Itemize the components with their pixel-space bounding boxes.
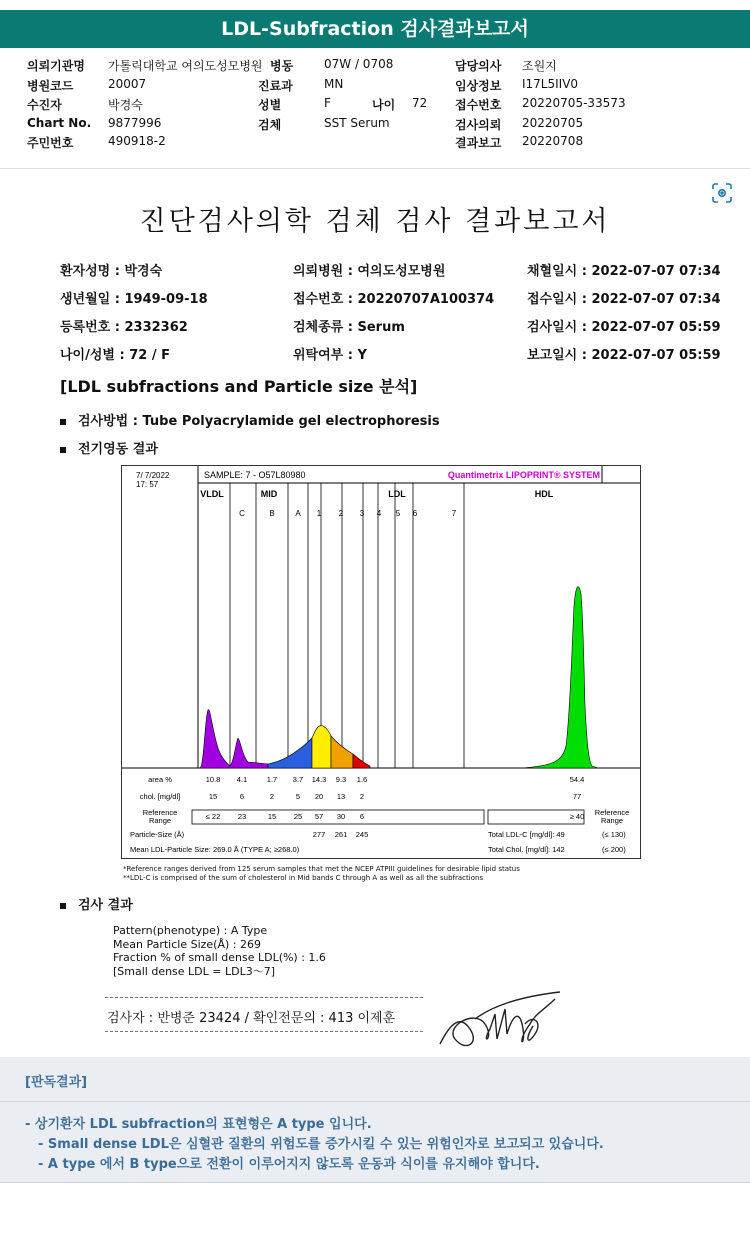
chart-time: 17: 57 [136, 480, 159, 489]
doc-title: 진단검사의학 검체 검사 결과보고서 [139, 206, 611, 237]
info-value: 20007 [108, 77, 147, 91]
total-ldl-ref: (≤ 130) [602, 830, 626, 839]
patient-field: 보고일시 : 2022-07-07 05:59 [527, 348, 721, 363]
band-label: B [269, 509, 275, 518]
chart-date: 7/ 7/2022 [136, 471, 170, 480]
info-label: 접수번호 [455, 98, 502, 112]
result-line: [Small dense LDL = LDL3～7] [113, 964, 276, 978]
info-value: SST Serum [324, 116, 390, 130]
chol-value: 6 [239, 792, 245, 801]
info-value: 박경숙 [108, 98, 143, 112]
method-bullet [60, 410, 440, 429]
band-label: 2 [338, 509, 344, 518]
lipoprint-chart [121, 465, 641, 859]
chol-value: 20 [314, 792, 324, 801]
group-label: LDL [388, 489, 406, 499]
method-text: 검사방법 : Tube Polyacrylamide gel electrophoresis [78, 414, 440, 429]
area-value: 14.3 [311, 775, 327, 784]
ref-value: ≥ 40 [569, 812, 585, 821]
mid-peak [268, 738, 312, 768]
ref-value: 57 [314, 812, 324, 821]
patient-field: 검사일시 : 2022-07-07 05:59 [527, 320, 721, 335]
ref-value: 25 [293, 812, 303, 821]
signature-line: 검사자 : 반병준 23424 / 확인전문의 : 413 이제훈 [107, 1011, 396, 1026]
chol-value: 2 [269, 792, 275, 801]
info-value: F [324, 96, 331, 110]
info-label: 검사의뢰 [455, 118, 502, 132]
info-value: 가톨릭대학교 여의도성모병원 [108, 59, 263, 73]
info-value: 07W / 0708 [324, 57, 394, 71]
ref-label-right: Range [600, 816, 624, 825]
interpretation-line: - A type 에서 B type으로 전환이 이루어지지 않도록 운동과 식이를 유지해야 합니다. [38, 1157, 540, 1172]
chart-footnotes [123, 865, 520, 883]
result-lines [113, 924, 326, 978]
particle-size-value: 261 [334, 830, 348, 839]
interpretation-line: - 상기환자 LDL subfraction의 표현형은 A type 입니다. [25, 1117, 372, 1132]
footnote-line: **LDL-C is comprised of the sum of cholesterol in Mid bands C through A as well as all the subfractions [123, 874, 484, 882]
info-value: 72 [412, 96, 428, 110]
patient-field: 등록번호 : 2332362 [60, 320, 188, 335]
info-label: 담당의사 [455, 59, 502, 73]
vldl-peak [200, 710, 268, 768]
chart-brand: Quantimetrix LIPOPRINT® SYSTEM [447, 470, 600, 480]
chol-value: 2 [359, 792, 365, 801]
info-value: 20220705 [522, 116, 584, 130]
ldl1-peak [312, 726, 331, 769]
report-title: LDL-Subfraction 검사결과보고서 [221, 18, 529, 40]
band-label: A [295, 509, 301, 518]
chol-value: 5 [295, 792, 301, 801]
ref-value: 23 [237, 812, 247, 821]
row-label: Reference [142, 808, 178, 817]
patient-field: 환자성명 : 박경숙 [60, 264, 163, 279]
area-value: 54.4 [569, 775, 585, 784]
band-label: 3 [359, 509, 365, 518]
patient-field: 접수번호 : 20220707A100374 [293, 292, 495, 307]
chol-value: 13 [336, 792, 346, 801]
info-value: 490918-2 [108, 134, 166, 148]
ref-value: ≤ 22 [205, 812, 221, 821]
patient-field: 위탁여부 : Y [293, 348, 367, 363]
request-info [0, 55, 750, 155]
particle-size-value: 277 [312, 830, 326, 839]
info-label: 진료과 [258, 79, 293, 93]
info-label: 검체 [258, 118, 282, 132]
divider [105, 997, 423, 998]
section-title: [LDL subfractions and Particle size 분석] [60, 377, 418, 396]
patient-field: 접수일시 : 2022-07-07 07:34 [527, 292, 721, 307]
total-chol-ref: (≤ 200) [602, 845, 626, 854]
ref-value: 15 [267, 812, 277, 821]
area-value: 10.8 [205, 775, 221, 784]
info-value: I17L5IIV0 [522, 77, 579, 91]
info-label: 의뢰기관명 [27, 59, 85, 73]
ref-value: 30 [336, 812, 346, 821]
info-value: 20220705-33573 [522, 96, 626, 110]
info-label: Chart No. [27, 116, 92, 130]
result-line: Pattern(phenotype) : A Type [113, 924, 268, 937]
band-label: 7 [451, 509, 457, 518]
result-line: Fraction % of small dense LDL(%) : 1.6 [113, 951, 326, 964]
row-label: chol. [mg/dl] [139, 792, 181, 801]
result-heading: 검사 결과 [78, 898, 133, 913]
info-label: 임상정보 [455, 79, 502, 93]
report-header [0, 10, 750, 48]
ldl3-peak [353, 754, 370, 768]
report-image [0, 168, 750, 1058]
interpretation-line: - Small dense LDL은 심혈관 질환의 위험도를 증가시킬 수 있는 위험인자로 보고되고 있습니다. [38, 1137, 604, 1152]
total-chol: Total Chol. [mg/dl]: 142 [488, 845, 565, 854]
ref-label-right: Reference [594, 808, 630, 817]
chart-sample: SAMPLE: 7 - O57L80980 [204, 470, 306, 480]
info-label: 병원코드 [27, 79, 74, 93]
patient-field: 채혈일시 : 2022-07-07 07:34 [527, 264, 721, 279]
info-label: 주민번호 [27, 136, 74, 150]
group-label: MID [260, 489, 278, 499]
divider [105, 1031, 423, 1032]
row-label: Range [148, 816, 172, 825]
area-value: 3.7 [292, 775, 304, 784]
info-label: 병동 [270, 59, 294, 73]
total-ldl: Total LDL-C [mg/dl]: 49 [488, 830, 565, 839]
band-label: 1 [316, 509, 322, 518]
chol-value: 15 [208, 792, 218, 801]
footnote-line: *Reference ranges derived from 125 serum samples that met the NCEP ATPIII guidelines for desirable lipid status [123, 865, 520, 873]
mean-size-label: Mean LDL-Particle Size: 269.0 Å (TYPE A; ≥268.0) [130, 845, 300, 854]
interpretation-heading: [판독결과] [25, 1075, 88, 1090]
ref-value: 6 [359, 812, 365, 821]
electro-bullet [60, 438, 158, 457]
result-bullet [60, 894, 133, 913]
band-label: C [239, 509, 245, 518]
area-value: 9.3 [335, 775, 347, 784]
chol-value: 77 [572, 792, 582, 801]
info-label: 결과보고 [455, 136, 502, 150]
interpretation-header [0, 1057, 750, 1102]
row-label: Particle-Size (Å) [130, 830, 185, 839]
area-value: 4.1 [236, 775, 248, 784]
band-label: 6 [412, 509, 418, 518]
area-value: 1.7 [266, 775, 278, 784]
area-value: 1.6 [356, 775, 368, 784]
patient-field: 생년월일 : 1949-09-18 [60, 292, 208, 307]
patient-field: 나이/성별 : 72 / F [60, 348, 171, 363]
interpretation-panel [0, 1057, 750, 1183]
info-label: 수진자 [27, 98, 62, 112]
signature-image [435, 984, 565, 1054]
particle-size-value: 245 [355, 830, 369, 839]
info-label: 나이 [372, 98, 396, 112]
electro-heading: 전기영동 결과 [78, 442, 158, 457]
info-value: 9877996 [108, 116, 162, 130]
band-label: 5 [395, 509, 401, 518]
hdl-peak [522, 587, 598, 768]
band-label: 4 [376, 509, 382, 518]
info-value: MN [324, 77, 344, 91]
patient-field: 의뢰병원 : 여의도성모병원 [293, 264, 446, 279]
info-value: 조원지 [522, 59, 557, 73]
group-label: HDL [534, 489, 554, 499]
info-label: 성별 [258, 98, 282, 112]
patient-field: 검체종류 : Serum [293, 320, 405, 335]
info-value: 20220708 [522, 134, 584, 148]
row-label: area % [148, 775, 172, 784]
result-line: Mean Particle Size(Å) : 269 [113, 937, 261, 951]
group-label: VLDL [200, 489, 224, 499]
